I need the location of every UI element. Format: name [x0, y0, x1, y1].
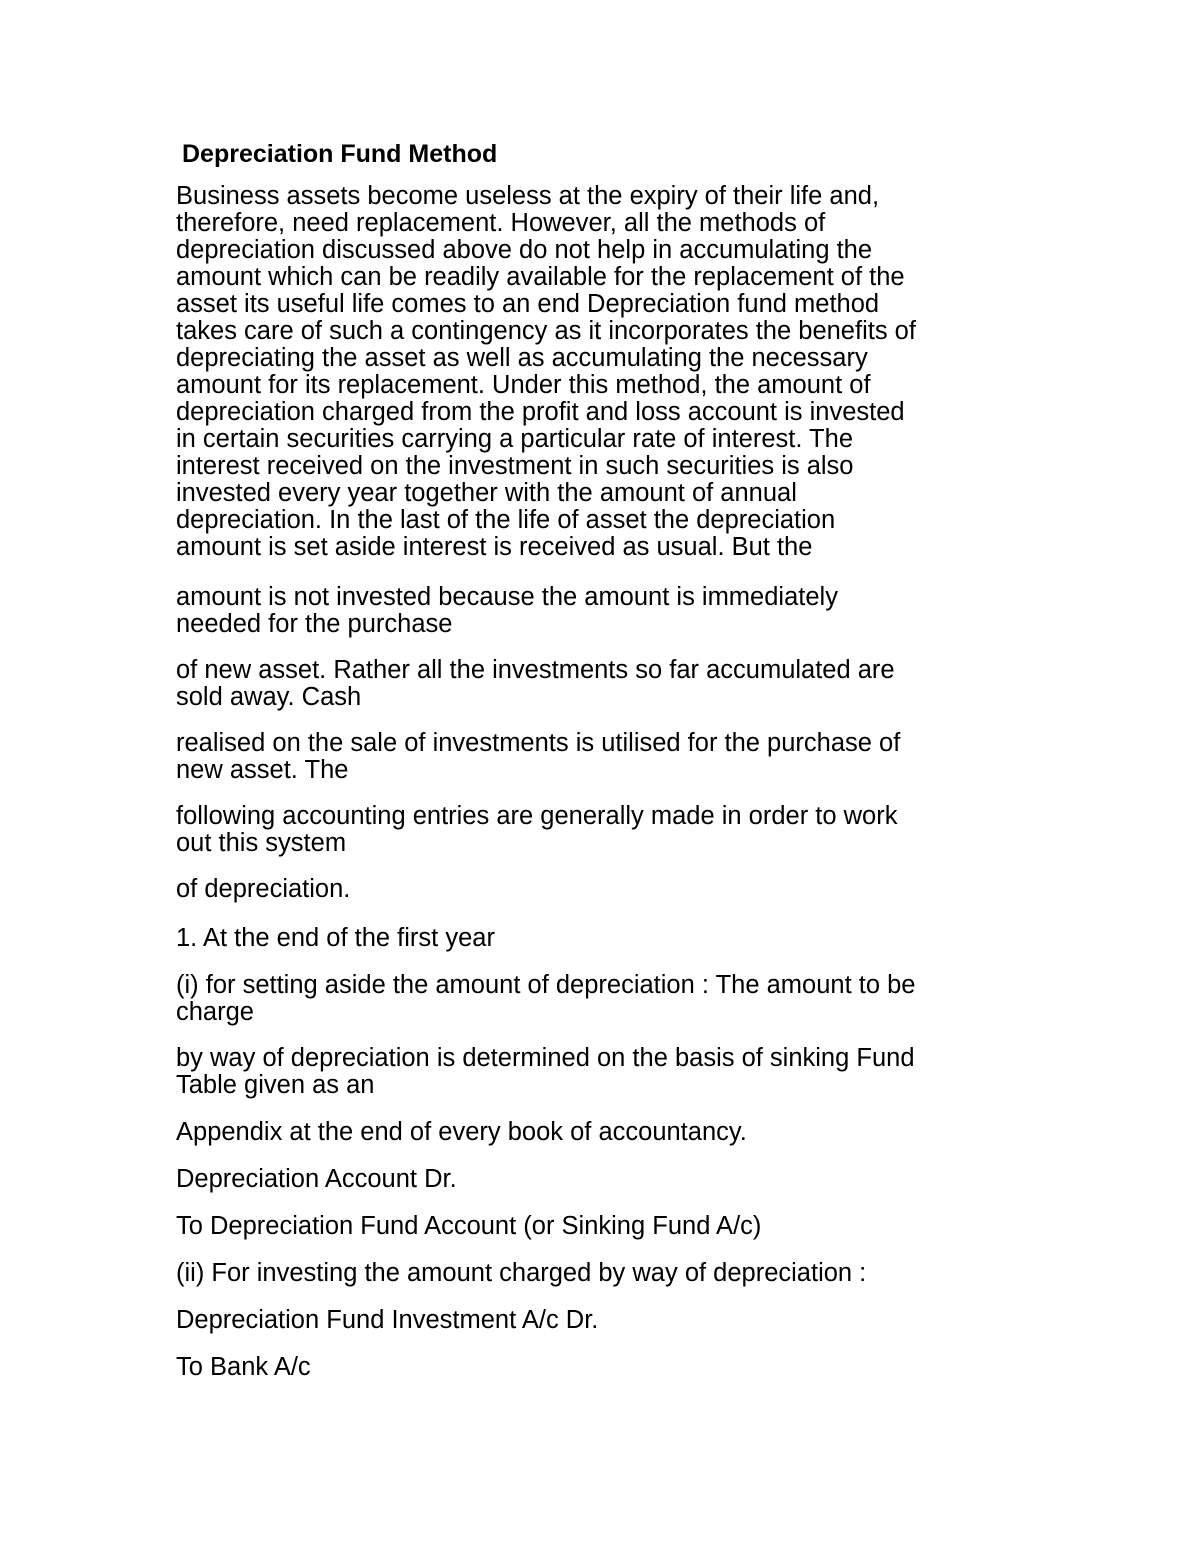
para3-line-2: sold away. Cash [176, 683, 362, 711]
intro-line-1: Business assets become useless at the expiry of their life and, [176, 182, 880, 210]
intro-line-8: amount for its replacement. Under this method, the amount of [176, 371, 871, 399]
para4-line-2: new asset. The [176, 756, 349, 784]
document-title: Depreciation Fund Method [182, 140, 498, 168]
intro-line-12: invested every year together with the amount of annual [176, 479, 797, 507]
entry2-credit: To Bank A/c [176, 1353, 311, 1381]
para5-line-2: out this system [176, 829, 347, 857]
entry1-debit: Depreciation Account Dr. [176, 1165, 457, 1193]
para4-line-1: realised on the sale of investments is utilised for the purchase of [176, 729, 901, 757]
intro-line-7: depreciating the asset as well as accumulating the necessary [176, 344, 868, 372]
intro-line-2: therefore, need replacement. However, all the methods of [176, 209, 826, 237]
appendix-line: Appendix at the end of every book of accountancy. [176, 1118, 747, 1146]
intro-line-5: asset its useful life comes to an end Depreciation fund method [176, 290, 880, 318]
para2-line-2: needed for the purchase [176, 610, 453, 638]
item-ii-line: (ii) For investing the amount charged by way of depreciation : [176, 1259, 867, 1287]
item-i-line-2: charge [176, 998, 254, 1026]
intro-line-6: takes care of such a contingency as it incorporates the benefits of [176, 317, 916, 345]
intro-line-11: interest received on the investment in such securities is also [176, 452, 854, 480]
intro-line-4: amount which can be readily available for the replacement of the [176, 263, 905, 291]
intro-line-14: amount is set aside interest is received as usual. But the [176, 533, 813, 561]
intro-line-3: depreciation discussed above do not help in accumulating the [176, 236, 873, 264]
entry2-debit: Depreciation Fund Investment A/c Dr. [176, 1306, 599, 1334]
para3-line-1: of new asset. Rather all the investments so far accumulated are [176, 656, 895, 684]
para2-line-1: amount is not invested because the amount is immediately [176, 583, 838, 611]
item-i-cont-line-2: Table given as an [176, 1071, 375, 1099]
intro-line-9: depreciation charged from the profit and loss account is invested [176, 398, 905, 426]
para6-line: of depreciation. [176, 875, 351, 903]
item-i-cont-line-1: by way of depreciation is determined on the basis of sinking Fund [176, 1044, 915, 1072]
para5-line-1: following accounting entries are generally made in order to work [176, 802, 898, 830]
entry1-credit: To Depreciation Fund Account (or Sinking Fund A/c) [176, 1212, 762, 1240]
intro-line-10: in certain securities carrying a particular rate of interest. The [176, 425, 853, 453]
intro-line-13: depreciation. In the last of the life of asset the depreciation [176, 506, 836, 534]
step1-heading: 1. At the end of the first year [176, 924, 495, 952]
item-i-line-1: (i) for setting aside the amount of depreciation : The amount to be [176, 971, 916, 999]
